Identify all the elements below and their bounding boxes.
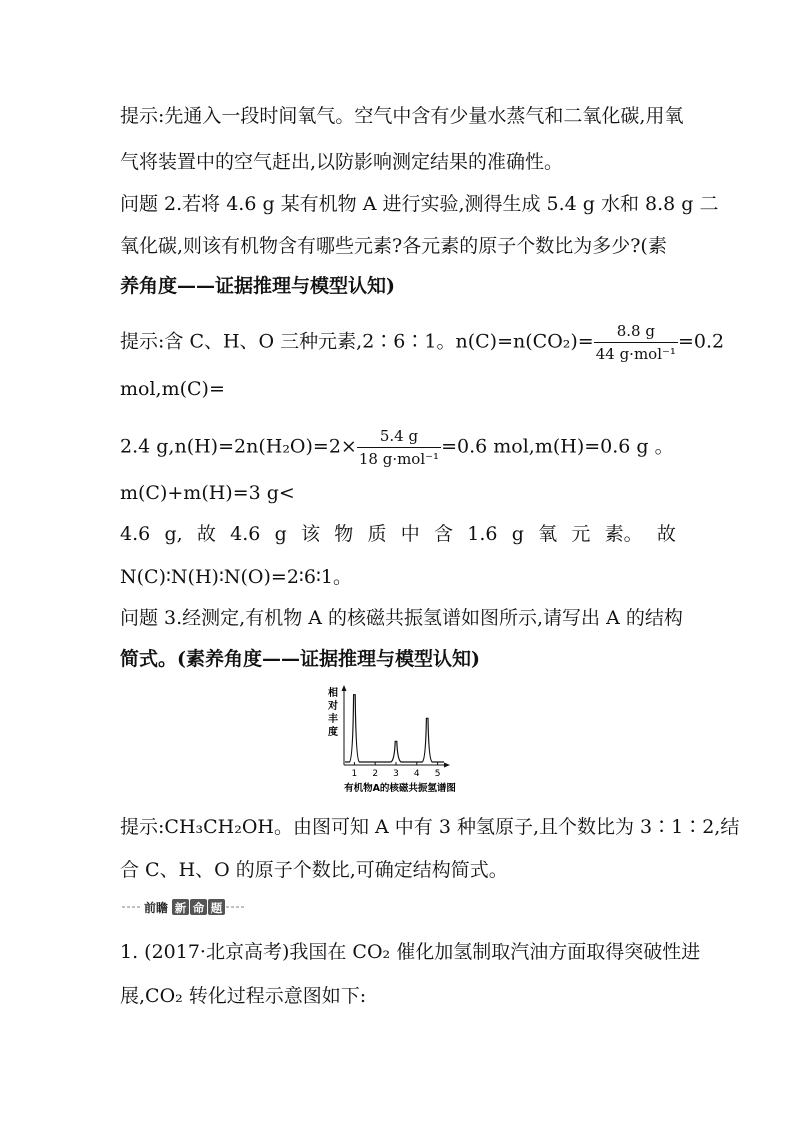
question3-line1: 问题 3.经测定,有机物 A 的核磁共振氢谱如图所示,请写出 A 的结构 [120, 607, 683, 629]
oxygen-part: 故 [656, 523, 676, 545]
sum-line: m(C)+m(H)=3 g< [120, 482, 295, 504]
banner-label: 前瞻 [144, 901, 169, 915]
hint3-line2: 合 C、H、O 的原子个数比,可确定结构简式。 [120, 859, 508, 881]
banner-boxed-char: 新 [174, 901, 187, 915]
hydrogen-prefix: 2.4 g,n(H)=2n(H₂O)=2× [120, 435, 357, 458]
chart-x-axis-arrow [444, 763, 450, 768]
oxygen-part: 物 [334, 523, 354, 545]
hydrogen-line [120, 427, 674, 468]
chart-x-tick-label: 1 [351, 769, 358, 779]
nmr-spectrum-chart [320, 683, 480, 795]
hint1-line2: 气将装置中的空气赶出,以防影响测定结果的准确性。 [120, 151, 564, 173]
chart-y-axis-arrow [342, 685, 347, 691]
question2-line2: 氧化碳,则该有机物含有哪些元素?各元素的原子个数比为多少?(素 [120, 235, 667, 257]
oxygen-part: g [511, 523, 524, 545]
ratio-line: N(C)∶N(H)∶N(O)=2∶6∶1。 [120, 566, 352, 588]
chart-ylabel-char: 相 [328, 688, 338, 699]
section-banner [120, 897, 248, 917]
oxygen-part: 质 [367, 523, 387, 545]
problem1-line1: 1. (2017·北京高考)我国在 CO₂ 催化加氢制取汽油方面取得突破性进 [120, 941, 701, 963]
chart-ylabel-char: 对 [328, 701, 338, 712]
question2-line3: 养角度——证据推理与模型认知) [120, 275, 395, 297]
fraction-hydrogen-numerator: 5.4 g [357, 427, 441, 448]
hint2-prefix: 提示:含 C、H、O 三种元素,2∶6∶1。 [120, 330, 456, 353]
chart-x-tick-label: 5 [434, 769, 441, 779]
hint3-line1: 提示:CH₃CH₂OH。由图可知 A 中有 3 种氢原子,且个数比为 3∶1∶2,结 [120, 816, 740, 838]
oxygen-part: 中 [400, 523, 420, 545]
banner-boxed-char: 题 [210, 901, 223, 915]
oxygen-part: 元 [571, 523, 591, 545]
question2-line1: 问题 2.若将 4.6 g 某有机物 A 进行实验,测得生成 5.4 g 水和 8.8 g 二 [120, 193, 719, 215]
oxygen-part: 4.6 [120, 523, 151, 545]
question3-line2: 简式。(素养角度——证据推理与模型认知) [120, 648, 480, 670]
chart-ylabel-char: 度 [328, 727, 338, 738]
oxygen-part: 素。 [604, 523, 643, 545]
mol-line: mol,m(C)= [120, 378, 225, 400]
chart-ylabel-char: 丰 [328, 714, 338, 725]
problem1-line2: 展,CO₂ 转化过程示意图如下: [120, 985, 367, 1007]
fraction-hydrogen [357, 427, 441, 468]
fraction-hydrogen-result: =0.6 mol,m(H)=0.6 g 。 [441, 435, 674, 458]
chart-x-tick-label: 4 [413, 769, 420, 779]
chart-x-tick-label: 3 [393, 769, 399, 779]
oxygen-part: g, [164, 523, 183, 545]
oxygen-part: 该 [301, 523, 321, 545]
fraction-hydrogen-denominator: 18 g·mol⁻¹ [358, 450, 440, 468]
oxygen-part: g [274, 523, 287, 545]
fraction-carbon-result: =0.2 [677, 330, 725, 353]
banner-graphic [120, 897, 248, 917]
hint2-nc-equation: n(C)=n(CO₂)= [455, 330, 594, 353]
hint1-line1: 提示:先通入一段时间氧气。空气中含有少量水蒸气和二氧化碳,用氧 [120, 105, 684, 127]
oxygen-part: 氧 [538, 523, 558, 545]
oxygen-part: 故 [196, 523, 216, 545]
fraction-carbon-numerator: 8.8 g [594, 322, 678, 343]
chart-x-tick-label: 2 [372, 769, 379, 779]
fraction-carbon-denominator: 44 g·mol⁻¹ [595, 345, 676, 363]
oxygen-part: 1.6 [467, 523, 498, 545]
banner-boxed-char: 命 [192, 901, 205, 915]
hint2-line [120, 322, 724, 363]
chart-series-line [345, 695, 444, 762]
fraction-carbon [594, 322, 678, 363]
oxygen-line [120, 522, 676, 546]
chart-title: 有机物A的核磁共振氢谱图 [344, 783, 456, 794]
oxygen-part: 4.6 [230, 523, 261, 545]
oxygen-part: 含 [434, 523, 454, 545]
